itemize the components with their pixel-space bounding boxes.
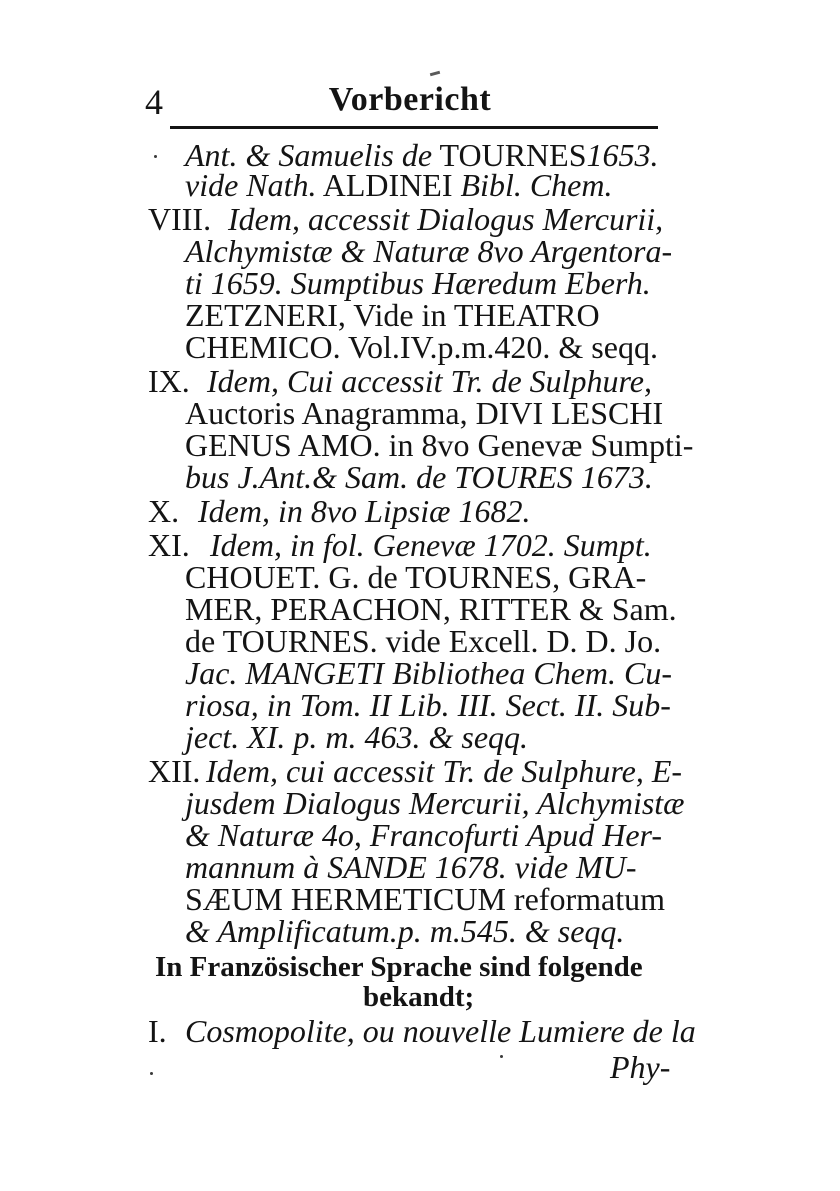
entry-line: & Naturæ 4o, Francofurti Apud Her- xyxy=(185,817,662,853)
entry-number: IX. xyxy=(148,363,190,399)
entry-number: XII. xyxy=(148,753,201,789)
print-mark xyxy=(430,71,440,76)
entry-line: CHOUET. G. de TOURNES, GRA- xyxy=(185,559,647,595)
entry-line: de TOURNES. vide Excell. D. D. Jo. xyxy=(185,623,662,659)
entry-number: I. xyxy=(148,1013,167,1049)
text-fragment: vide Nath. xyxy=(185,167,317,203)
entry-line: jusdem Dialogus Mercurii, Alchymistæ xyxy=(185,785,685,821)
entry-line: MER, PERACHON, RITTER & Sam. xyxy=(185,591,677,627)
entry-line: Cosmopolite, ou nouvelle Lumiere de la xyxy=(185,1013,696,1049)
section-heading-continuation: bekandt; xyxy=(363,981,475,1013)
entry-line: Idem, Cui accessit Tr. de Sulphure, xyxy=(207,363,652,399)
entry-line: Jac. MANGETI Bibliothea Chem. Cu- xyxy=(185,655,673,691)
ink-speck xyxy=(154,155,157,158)
ink-speck xyxy=(500,1055,503,1058)
entry-line: Alchymistæ & Naturæ 8vo Argentora- xyxy=(185,233,673,269)
entry-line: ject. XI. p. m. 463. & seqq. xyxy=(185,719,529,755)
catchword: Phy- xyxy=(610,1049,671,1085)
entry-line: GENUS AMO. in 8vo Genevæ Sumpti- xyxy=(185,427,694,463)
entry-line: CHEMICO. Vol.IV.p.m.420. & seqq. xyxy=(185,329,658,365)
text-fragment: Bibl. Chem. xyxy=(460,167,613,203)
text-fragment: TOURNES xyxy=(439,137,587,173)
text-fragment: ALDINEI xyxy=(322,167,453,203)
entry-line: Idem, cui accessit Tr. de Sulphure, E- xyxy=(206,753,683,789)
entry-line: ti 1659. Sumptibus Hæredum Eberh. xyxy=(185,265,651,301)
entry-line: Idem, in fol. Genevæ 1702. Sumpt. xyxy=(210,527,652,563)
entry-line: SÆUM HERMETICUM reformatum xyxy=(185,881,665,917)
page-number: 4 xyxy=(145,82,163,122)
entry-line: Auctoris Anagramma, DIVI LESCHI xyxy=(185,395,664,431)
entry-number: VIII. xyxy=(148,201,212,237)
entry-line: & Amplificatum.p. m.545. & seqq. xyxy=(185,913,625,949)
header-rule xyxy=(170,126,658,129)
entry-line: ZETZNERI, Vide in THEATRO xyxy=(185,297,600,333)
section-heading: In Französischer Sprache sind folgende xyxy=(155,951,643,983)
entry-line: Idem, accessit Dialogus Mercurii, xyxy=(228,201,664,237)
running-head: Vorbericht xyxy=(328,81,492,118)
entry-number: XI. xyxy=(148,527,190,563)
entry-line: mannum à SANDE 1678. vide MU- xyxy=(185,849,637,885)
entry-number: X. xyxy=(148,493,180,529)
text-fragment: 1653. xyxy=(586,137,659,173)
entry-line: bus J.Ant.& Sam. de TOURES 1673. xyxy=(185,459,653,495)
text-fragment: Ant. & Samuelis de xyxy=(185,137,433,173)
entry-line: riosa, in Tom. II Lib. III. Sect. II. Sub- xyxy=(185,687,671,723)
ink-speck xyxy=(150,1072,153,1075)
entry-line: Idem, in 8vo Lipsiæ 1682. xyxy=(198,493,531,529)
